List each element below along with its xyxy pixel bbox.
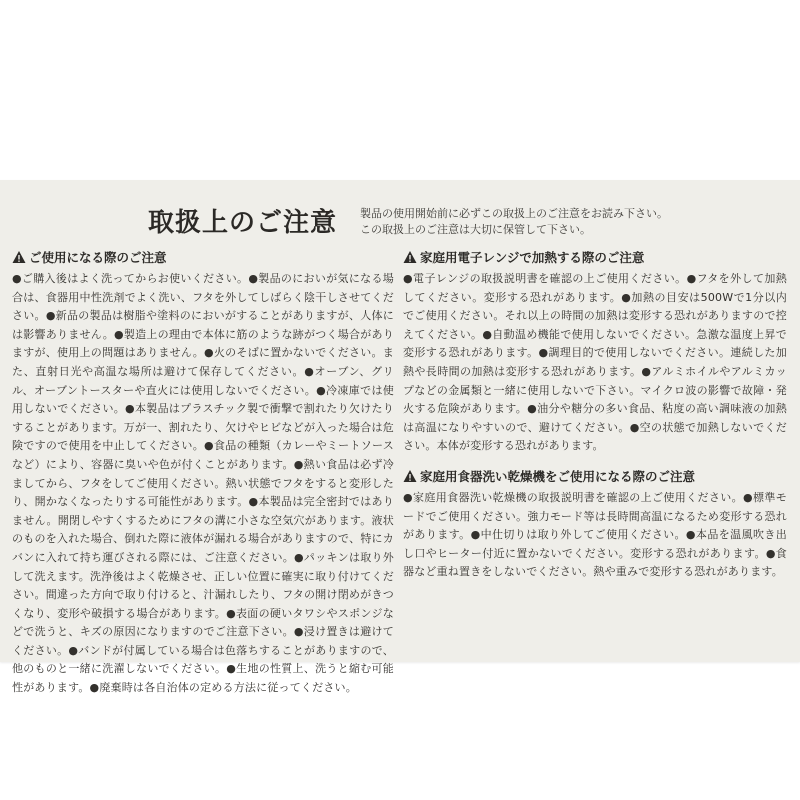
general-heading-text: ご使用になる際のご注意 — [29, 250, 167, 265]
general-caution-text: ●ご購入後はよく洗ってからお使いください。●製品のにおいが気になる場合は、食器用中性洗剤でよく洗い、フタを外してしばらく陰干しさせてください。●新品の製品は樹脂や塗料のにおいがすることがありますが、人体には影響ありません。●製造上の理由で本体に筋のような跡がつく場合がありますが、使用上の問題はありません。●火のそばに置かないでください。また、直射日光や高温な場所は避けて保存してください。●オーブン、グリル、オーブントースターや直火には使用しないでください。●冷凍庫では使用しないでください。●本製品はプラスチック製で衝撃で割れたり欠けたりすることがあります。万が一、割れたり、欠けやヒビなどが入った場合は危険ですので使用を中止してください。●食品の種類（カレーやミートソースなど）により、容器に臭いや色が付くことがあります。●熱い食品は必ず冷ましてから、フタをしてご使用ください。熱い状態でフタをすると変形したり、開かなくなったりする可能性があります。●本製品は完全密封ではありません。開閉しやすくするためにフタの溝に小さな空気穴があります。液状のものを入れた場合、倒れた際に液体が漏れる場合がありますので、特にカバンに入れて持ち運びされる際には、ご注意ください。●パッキンは取り外して洗えます。洗浄後はよく乾燥させ、正しい位置に確実に取り付けてください。間違った方向で取り付けると、汁漏れしたり、フタの開け閉めがきつくなり、変形や破損する場合があります。●表面の硬いタワシやスポンジなどで洗うと、キズの原因になりますのでご注意下さい。●浸け置きは避けてください。●バンドが付属している場合は色落ちすることがありますので、他のものと一緒に洗濯しないでください。●生地の性質上、洗うと縮む可能性があります。●廃棄時は各自治体の定める方法に従ってください。 — [12, 272, 394, 695]
subtitle-line-2: この取扱上のご注意は大切に保管して下さい。 — [360, 223, 591, 236]
card-title: 取扱上のご注意 — [148, 208, 338, 238]
warning-triangle-icon — [12, 250, 26, 264]
general-caution-section — [12, 247, 394, 698]
microwave-heading-text: 家庭用電子レンジで加熱する際のご注意 — [420, 250, 645, 265]
microwave-caution-text: ●電子レンジの取扱説明書を確認の上ご使用ください。●フタを外して加熱してください。変形する恐れがあります。●加熱の目安は500Wで1分以内でご使用ください。それ以上の時間の加熱は変形する恐れがありますので控えてください。●自動温め機能で使用しないでください。急激な温度上昇で変形する恐れがあります。●調理目的で使用しないでください。連続した加熱や長時間の加熱は変形する恐れがあります。●アルミホイルやアルミカップなどの金属類と一緒に使用しないで下さい。マイクロ波の影響で故障・発火する危険があります。●油分や糖分の多い食品、粘度の高い調味液の加熱は高温になりやすいので、避けてください。●空の状態で加熱しないでください。本体が変形する恐れがあります。 — [403, 272, 787, 453]
card-subtitle — [360, 206, 668, 238]
section-heading — [403, 466, 787, 486]
caution-card — [0, 180, 800, 695]
dishwasher-heading-text: 家庭用食器洗い乾燥機をご使用になる際のご注意 — [420, 469, 696, 484]
dishwasher-caution-text: ●家庭用食器洗い乾燥機の取扱説明書を確認の上ご使用ください。●標準モードでご使用ください。強力モード等は長時間高温になるため変形する恐れがあります。●中仕切りは取り外してご使用ください。●本品を温風吹き出し口やヒーター付近に置かないでください。変形する恐れがあります。●食器など重ね置きをしないでください。熱や重みで変形する恐れがあります。 — [403, 491, 787, 579]
section-heading — [12, 247, 394, 267]
warning-triangle-icon — [403, 250, 417, 264]
microwave-caution-section — [403, 247, 787, 456]
subtitle-line-1: 製品の使用開始前に必ずこの取扱上のご注意をお読み下さい。 — [360, 207, 668, 220]
dishwasher-caution-section — [403, 466, 787, 582]
section-heading — [403, 247, 787, 267]
warning-triangle-icon — [403, 469, 417, 483]
